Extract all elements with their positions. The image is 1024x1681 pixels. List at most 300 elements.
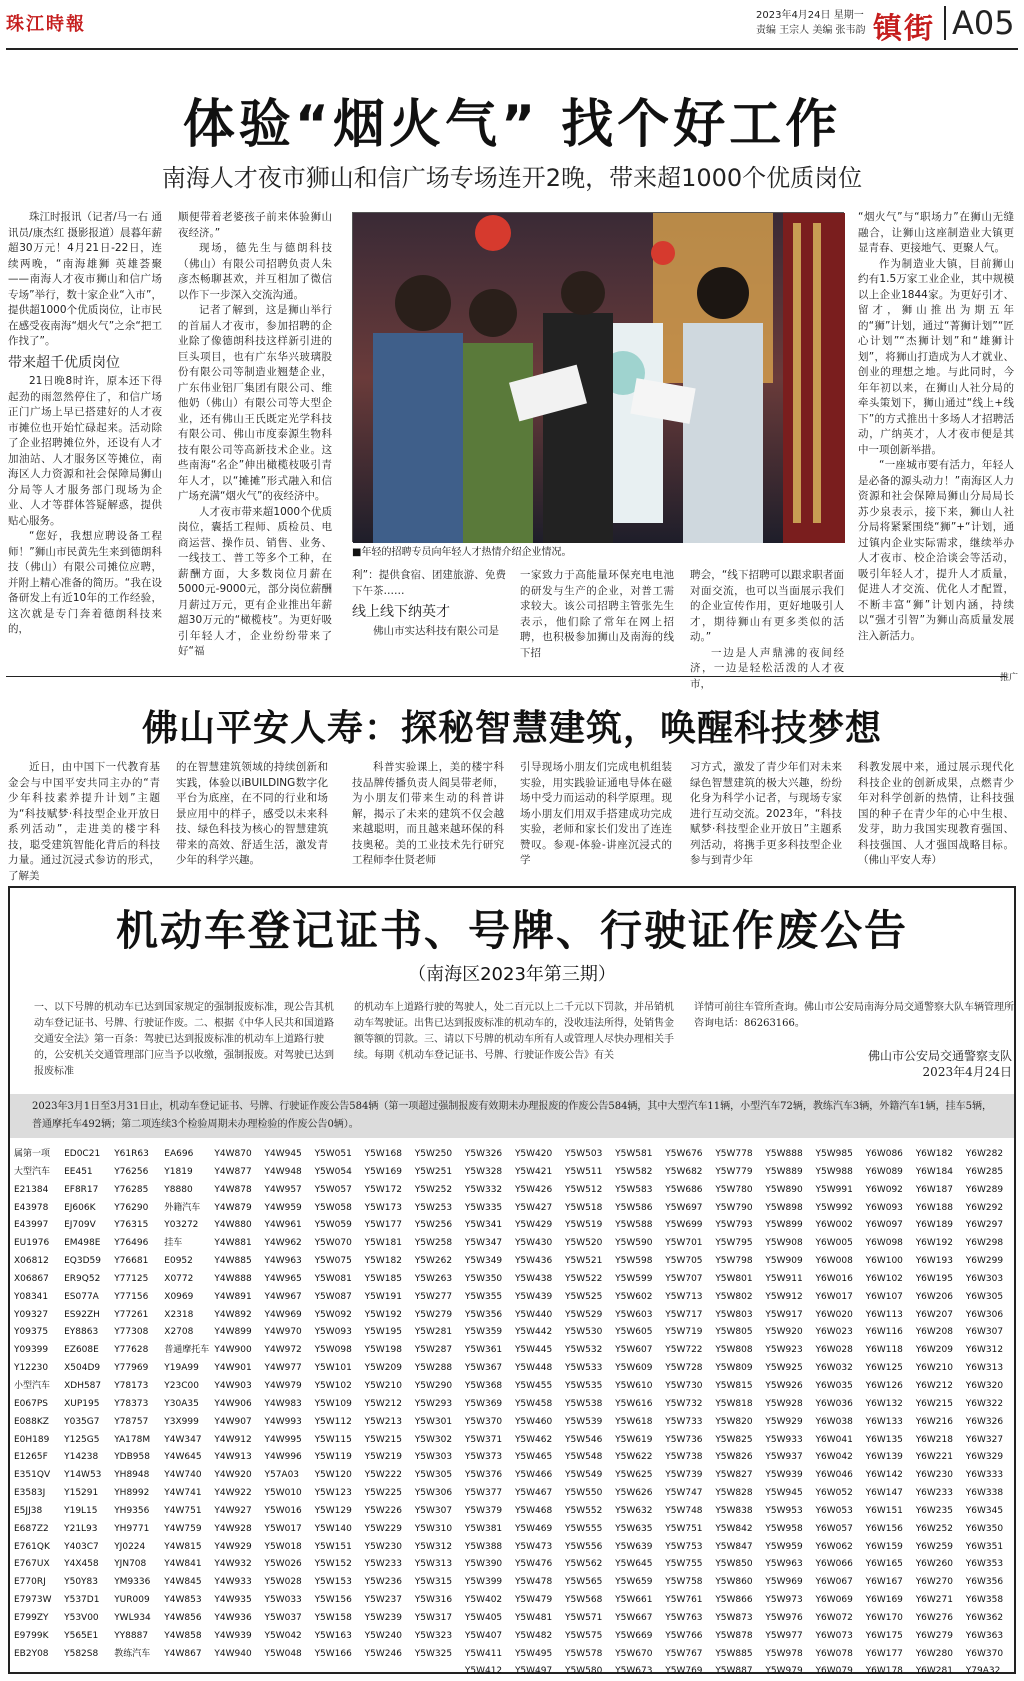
plate-number: Y5W377 bbox=[464, 1488, 503, 1499]
plate-number: Y19L15 bbox=[64, 1505, 98, 1516]
paragraph: 引导现场小朋友们完成电机组装实验，用实践验证通电导体在磁场中受力而运动的科学原理。现场小朋友们用双手搭建成功完成实验，老师和家长们发出了连连赞叹。参观-体验-讲座沉浸式的学 bbox=[520, 761, 672, 866]
plate-number: Y5W909 bbox=[765, 1256, 803, 1267]
plate-number: Y5W605 bbox=[615, 1327, 653, 1338]
plate-number: Y5W618 bbox=[615, 1416, 653, 1427]
plate-number: Y5W191 bbox=[364, 1291, 402, 1302]
plate-number: Y5W793 bbox=[715, 1220, 753, 1231]
plate-number: Y5W305 bbox=[414, 1470, 453, 1481]
plate-number: Y5W440 bbox=[514, 1309, 553, 1320]
plate-number: Y6W305 bbox=[965, 1291, 1004, 1302]
plate-number: Y5W512 bbox=[565, 1184, 603, 1195]
plate-number: X2708 bbox=[164, 1327, 194, 1338]
plate-number: Y6W066 bbox=[815, 1559, 853, 1570]
notice-col2: 的机动车上道路行驶的驾驶人，处二百元以上二千元以下罚款，并吊销机动车驾驶证。出售已达到报废标准的机动车的，没收违法所得，处销售金额等额的罚款。三、请以下号牌的机动车所有人或管理人尽快办理相关手续。每期《机动车登记证书、号牌、行驶证作废公告》有关 bbox=[354, 1002, 674, 1061]
plate-number: Y6W072 bbox=[815, 1612, 853, 1623]
plate-number: Y4W969 bbox=[264, 1309, 302, 1320]
plate-number: Y5W815 bbox=[715, 1380, 753, 1391]
plate-number: Y5W442 bbox=[514, 1327, 553, 1338]
plate-number: Y5W562 bbox=[565, 1559, 603, 1570]
plate-number: Y5W307 bbox=[414, 1505, 453, 1516]
plate-number: Y5W381 bbox=[464, 1523, 503, 1534]
article1-col2 bbox=[178, 210, 332, 657]
plate-number: X0969 bbox=[164, 1291, 194, 1302]
plate-number: Y5W755 bbox=[665, 1559, 703, 1570]
plate-number: Y6W333 bbox=[965, 1470, 1004, 1481]
plate-number: Y6W046 bbox=[815, 1470, 853, 1481]
plate-number: Y5W518 bbox=[565, 1202, 603, 1213]
plate-number: Y5W028 bbox=[264, 1577, 302, 1588]
plate-number: Y6W187 bbox=[915, 1184, 953, 1195]
plate-number: Y6W113 bbox=[865, 1309, 903, 1320]
plate-number: Y5W565 bbox=[565, 1577, 603, 1588]
plate-number: Y5W525 bbox=[565, 1291, 603, 1302]
plate-number: Y6W271 bbox=[915, 1595, 953, 1606]
plate-number: 小型汽车 bbox=[14, 1380, 51, 1391]
plate-number: Y6W329 bbox=[965, 1452, 1004, 1463]
plate-number: Y4W877 bbox=[214, 1166, 252, 1177]
plate-number: Y5W166 bbox=[314, 1648, 352, 1659]
article2-col5 bbox=[690, 760, 842, 878]
plate-number: Y5W732 bbox=[665, 1398, 703, 1409]
paragraph: 习方式，激发了青少年们对未来绿色智慧建筑的极大兴趣，纷纷化身为科学小记者，与现场专家进行互动交流。2023年，“科技赋梦·科技型企业开放日”主题系列活动，将携手更多科技型企业参与到青少年 bbox=[690, 761, 842, 866]
plate-number: Y5W626 bbox=[615, 1488, 653, 1499]
plate-number: Y5W758 bbox=[665, 1577, 703, 1588]
plate-number: Y77261 bbox=[114, 1309, 149, 1320]
plate-number: Y5W795 bbox=[715, 1238, 753, 1249]
plate-number: Y5W277 bbox=[414, 1291, 453, 1302]
plate-number: Y03272 bbox=[164, 1220, 199, 1231]
plate-number: Y5W181 bbox=[364, 1238, 402, 1249]
plate-number: Y5W979 bbox=[765, 1666, 803, 1677]
plate-number: Y77628 bbox=[114, 1345, 149, 1356]
plate-number: Y5W555 bbox=[565, 1523, 603, 1534]
plate-number: E1265F bbox=[14, 1452, 48, 1463]
plate-number: Y5W361 bbox=[464, 1345, 503, 1356]
plate-number: Y5W937 bbox=[765, 1452, 803, 1463]
plate-number: Y4W879 bbox=[214, 1202, 252, 1213]
plate-number: X504D9 bbox=[64, 1363, 101, 1374]
plate-number: Y5W945 bbox=[765, 1488, 803, 1499]
plate-number: Y6W057 bbox=[815, 1523, 853, 1534]
plate-number: Y5W820 bbox=[715, 1416, 753, 1427]
plate-number: X2318 bbox=[164, 1309, 194, 1320]
plate-number: Y5W026 bbox=[264, 1559, 302, 1570]
subheading: 带来超千优质岗位 bbox=[8, 354, 120, 371]
plate-column bbox=[865, 1146, 914, 1677]
masthead bbox=[0, 0, 1024, 50]
notice-title: 机动车登记证书、号牌、行驶证作废公告 bbox=[115, 906, 908, 955]
plate-number: Y6W023 bbox=[815, 1327, 853, 1338]
plate-number: Y5W730 bbox=[665, 1380, 703, 1391]
plate-column bbox=[464, 1146, 513, 1677]
plate-number: Y5W958 bbox=[765, 1523, 803, 1534]
plate-number: Y4W891 bbox=[214, 1291, 252, 1302]
plate-number: Y5W548 bbox=[565, 1452, 603, 1463]
plate-number: Y6W338 bbox=[965, 1488, 1004, 1499]
plate-number: Y6W156 bbox=[865, 1523, 903, 1534]
plate-number: Y5W522 bbox=[565, 1273, 603, 1284]
plate-number: Y5W888 bbox=[765, 1149, 803, 1159]
plate-number: Y6W078 bbox=[815, 1648, 853, 1659]
plate-number: Y5W581 bbox=[615, 1149, 653, 1159]
plate-number: E5JJ38 bbox=[14, 1505, 43, 1516]
plate-number: Y5W973 bbox=[765, 1595, 803, 1606]
plate-number: EZ608E bbox=[64, 1345, 99, 1356]
plate-number: XUP195 bbox=[64, 1398, 100, 1409]
plate-number: Y5W603 bbox=[615, 1309, 653, 1320]
plate-number: Y57A03 bbox=[264, 1470, 300, 1481]
plate-number: Y1819 bbox=[164, 1166, 193, 1177]
plate-number: Y6W307 bbox=[965, 1327, 1004, 1338]
plate-number: Y5W421 bbox=[514, 1166, 553, 1177]
plate-number: Y6W017 bbox=[815, 1291, 853, 1302]
plate-number: Y5W258 bbox=[414, 1238, 453, 1249]
plate-number: Y6W175 bbox=[865, 1630, 903, 1641]
plate-number: Y6W079 bbox=[815, 1666, 853, 1677]
plate-number: Y5W667 bbox=[615, 1612, 653, 1623]
plate-number: Y5W402 bbox=[464, 1595, 503, 1606]
plate-number: Y4W841 bbox=[164, 1559, 202, 1570]
plate-number: Y53V00 bbox=[64, 1612, 99, 1623]
plate-number: Y6W322 bbox=[965, 1398, 1004, 1409]
plate-number: Y6W370 bbox=[965, 1648, 1004, 1659]
plate-number: Y5W359 bbox=[464, 1327, 503, 1338]
plate-number: Y6W126 bbox=[865, 1380, 903, 1391]
plate-number: Y5W682 bbox=[665, 1166, 703, 1177]
plate-number: ER9Q52 bbox=[64, 1273, 101, 1284]
plate-number: Y035G7 bbox=[64, 1416, 100, 1427]
plate-number: Y6W351 bbox=[965, 1541, 1004, 1552]
plate-number: Y6W116 bbox=[865, 1327, 903, 1338]
plate-number: Y5W048 bbox=[264, 1648, 302, 1659]
plate-number: Y09399 bbox=[14, 1345, 49, 1356]
plate-number: Y5W920 bbox=[765, 1327, 803, 1338]
plate-number: Y5W212 bbox=[364, 1398, 402, 1409]
plate-number: 大型汽车 bbox=[14, 1166, 51, 1177]
plate-number: Y4W920 bbox=[214, 1470, 252, 1481]
plate-number: Y5W533 bbox=[565, 1363, 603, 1374]
plate-number: Y6W100 bbox=[865, 1256, 903, 1267]
plate-number: Y5W263 bbox=[414, 1273, 453, 1284]
plate-number: Y5W497 bbox=[514, 1666, 553, 1677]
notice-subtitle: （南海区2023年第三期） bbox=[408, 964, 616, 985]
plate-number: Y5W112 bbox=[314, 1416, 352, 1427]
plate-number: Y5W538 bbox=[565, 1398, 603, 1409]
plate-number: Y09327 bbox=[14, 1309, 49, 1320]
plate-number: Y5W369 bbox=[464, 1398, 503, 1409]
plate-number: YJ0224 bbox=[114, 1541, 146, 1552]
plate-number: EJ606K bbox=[64, 1202, 96, 1213]
paragraph: 近日，由中国下一代教育基金会与中国平安共同主办的“青少年科技素养提升计划”主题为“科技赋梦·科技型企业开放日系列活动”，走进美的楼宇科技，聪受建筑智能化背后的科技力量。通过沉浸式参访的形式，了解美 bbox=[8, 761, 160, 882]
plate-number: Y5W476 bbox=[514, 1559, 553, 1570]
plate-number: Y6W073 bbox=[815, 1630, 853, 1641]
plate-column bbox=[815, 1146, 864, 1677]
plate-number: Y4W979 bbox=[264, 1380, 302, 1391]
plate-number: ES077A bbox=[64, 1291, 99, 1302]
plate-number: Y5W780 bbox=[715, 1184, 753, 1195]
plate-number: E767UX bbox=[14, 1559, 50, 1570]
plate-number: Y5W912 bbox=[765, 1291, 803, 1302]
paragraph: 人才夜市带来超1000个优质岗位，囊括工程师、质检员、电商运营、操作员、销售、业务、一线技工、普工等多个工种，在薪酬方面，大多数岗位月薪在5000元-9000元，部分岗位薪酬月薪过万元，更有企业推出年薪超30万元的“橄榄枝”。为更好吸引年轻人才，企业纷纷带来了好“福 bbox=[178, 505, 332, 657]
plate-number: Y4W927 bbox=[214, 1505, 252, 1516]
plate-number: Y4W983 bbox=[264, 1398, 302, 1409]
plate-number: Y5W511 bbox=[565, 1166, 603, 1177]
plate-number: Y6W260 bbox=[915, 1559, 953, 1570]
plate-number: Y5W728 bbox=[665, 1363, 703, 1374]
plate-number: Y5W713 bbox=[665, 1291, 703, 1302]
plate-number: Y6W207 bbox=[915, 1309, 953, 1320]
plate-number: Y6W356 bbox=[965, 1577, 1004, 1588]
plate-number: Y50Y83 bbox=[64, 1577, 98, 1588]
paragraph: “烟火气”与“职场力”在狮山无缝融合，让狮山这座制造业大镇更显青春、更接地气、更聚人气。 bbox=[858, 211, 1014, 254]
plate-number: Y5W230 bbox=[364, 1541, 402, 1552]
plate-number: Y4W645 bbox=[164, 1452, 202, 1463]
plate-number: Y4W913 bbox=[214, 1452, 252, 1463]
plate-number: Y15291 bbox=[64, 1488, 99, 1499]
plate-number: Y5W590 bbox=[615, 1238, 653, 1249]
plate-number: Y5W763 bbox=[665, 1612, 703, 1623]
plate-number: Y5W686 bbox=[665, 1184, 703, 1195]
paragraph: 顺便带着老婆孩子前来体验狮山夜经济。” bbox=[178, 211, 332, 239]
plate-number: Y5W747 bbox=[665, 1488, 703, 1499]
plate-number: Y6W345 bbox=[965, 1505, 1004, 1516]
plate-number: Y5W326 bbox=[464, 1149, 503, 1159]
plate-number: Y6W020 bbox=[815, 1309, 853, 1320]
plate-column bbox=[214, 1146, 262, 1670]
plate-number: Y6W159 bbox=[865, 1541, 903, 1552]
plate-table bbox=[14, 1146, 1014, 1677]
plate-number: Y6W178 bbox=[865, 1666, 903, 1677]
paragraph: 一家致力于高能量环保充电电池的研发与生产的企业，对普工需求较大。该公司招聘主管张先生表示，他们除了常年在网上招聘，也积极参加狮山及南海的线下招 bbox=[520, 569, 674, 659]
plate-number: Y5W313 bbox=[414, 1559, 453, 1570]
plate-number: Y4W959 bbox=[264, 1202, 302, 1213]
plate-number: E43978 bbox=[14, 1202, 49, 1213]
plate-number: Y6W276 bbox=[915, 1612, 953, 1623]
plate-number: EU1976 bbox=[14, 1238, 50, 1249]
plate-number: Y5W169 bbox=[364, 1166, 402, 1177]
plate-number: Y4W870 bbox=[214, 1149, 252, 1159]
plate-number: Y6W350 bbox=[965, 1523, 1004, 1534]
plate-number: Y5W240 bbox=[364, 1630, 402, 1641]
plate-number: 属第一项 bbox=[14, 1149, 51, 1159]
plate-number: Y5W798 bbox=[715, 1256, 753, 1267]
plate-number: Y6W297 bbox=[965, 1220, 1004, 1231]
plate-number: Y5W873 bbox=[715, 1612, 753, 1623]
plate-number: Y5W959 bbox=[765, 1541, 803, 1552]
paragraph: 作为制造业大镇，目前狮山约有1.5万家工业企业，其中规模以上企业1844家。为更好引才、留才，狮山推出为期五年的“狮”计划，通过“菁狮计划”“匠心计划”“杰狮计划”和“雄狮计划”，将狮山打造成为人才就业、创业的理想之地。与此同时，今年年初以来，在狮山人社分局的牵头策划下，狮山通过“线上+线下”的方式推出十多场人才招聘活动，广纳英才，人才夜市便是其中一项创新举措。 bbox=[858, 257, 1014, 456]
plate-number: Y5W766 bbox=[665, 1630, 703, 1641]
plate-number: Y5W889 bbox=[765, 1166, 803, 1177]
plate-number: Y5W748 bbox=[665, 1505, 703, 1516]
plate-number: Y76496 bbox=[114, 1238, 149, 1249]
plate-number: Y6W147 bbox=[865, 1488, 903, 1499]
plate-number: Y5W426 bbox=[514, 1184, 553, 1195]
plate-number: Y5W503 bbox=[565, 1149, 603, 1159]
plate-number: Y5W586 bbox=[615, 1202, 653, 1213]
plate-number: Y6W221 bbox=[915, 1452, 953, 1463]
plate-number: Y77308 bbox=[114, 1327, 149, 1338]
plate-number: Y23C00 bbox=[164, 1380, 199, 1391]
plate-number: EQ3D59 bbox=[64, 1256, 101, 1267]
plate-number: Y5W350 bbox=[464, 1273, 503, 1284]
plate-number: Y6W193 bbox=[915, 1256, 953, 1267]
plate-number: Y5W926 bbox=[765, 1380, 803, 1391]
plate-number: Y5W379 bbox=[464, 1505, 503, 1516]
plate-number: EA696 bbox=[164, 1149, 194, 1159]
plate-number: Y19A99 bbox=[164, 1363, 199, 1374]
plate-number: Y5W520 bbox=[565, 1238, 603, 1249]
plate-number: Y6W188 bbox=[915, 1202, 953, 1213]
plate-number: Y5W448 bbox=[514, 1363, 553, 1374]
plate-number: Y14W53 bbox=[64, 1470, 102, 1481]
plate-number: Y5W991 bbox=[815, 1184, 853, 1195]
article1-col3a bbox=[352, 568, 506, 648]
plate-number: Y5W778 bbox=[715, 1149, 753, 1159]
plate-number: Y5W016 bbox=[264, 1505, 302, 1516]
plate-number: Y5W306 bbox=[414, 1488, 453, 1499]
plate-number: Y4W928 bbox=[214, 1523, 252, 1534]
plate-number: Y125G5 bbox=[64, 1434, 100, 1445]
plate-number: Y5W736 bbox=[665, 1434, 703, 1445]
plate-number: Y4W939 bbox=[214, 1630, 252, 1641]
plate-number: 挂车 bbox=[164, 1238, 183, 1249]
plate-column bbox=[765, 1146, 813, 1677]
plate-number: Y6W165 bbox=[865, 1559, 903, 1570]
plate-number: Y4W856 bbox=[164, 1612, 202, 1623]
plate-number: Y5W017 bbox=[264, 1523, 302, 1534]
plate-number: Y4W751 bbox=[164, 1505, 202, 1516]
plate-number: Y5W281 bbox=[414, 1327, 453, 1338]
plate-number: Y76315 bbox=[114, 1220, 149, 1231]
plate-number: Y5W315 bbox=[414, 1577, 453, 1588]
plate-number: Y6W062 bbox=[815, 1541, 853, 1552]
plate-number: Y6W151 bbox=[865, 1505, 903, 1516]
plate-number: Y6W362 bbox=[965, 1612, 1004, 1623]
paragraph: 21日晚8时许，原本还下得起劲的雨忽然停住了，和信广场正门广场上早已搭建好的人才夜市摊位也开始忙碌起来。活动除了企业招聘摊位外，还设有人才加油站、人才服务区等摊位，南海区人力资源和社会保障局狮山分局等人才服务部门现场为企业、人才等群体答疑解惑，提供贴心服务。 bbox=[8, 375, 162, 527]
plate-number: Y6W008 bbox=[815, 1256, 853, 1267]
plate-number: Y6W303 bbox=[965, 1273, 1004, 1284]
plate-number: Y5W805 bbox=[715, 1327, 753, 1338]
plate-column bbox=[64, 1146, 112, 1670]
plate-number: Y6W289 bbox=[965, 1184, 1004, 1195]
plate-number: Y6W215 bbox=[915, 1398, 953, 1409]
plate-number: Y5W210 bbox=[364, 1380, 402, 1391]
plate-number: Y6W292 bbox=[965, 1202, 1004, 1213]
plate-number: Y6W299 bbox=[965, 1256, 1004, 1267]
plate-number: Y5W549 bbox=[565, 1470, 603, 1481]
article1-col3b bbox=[520, 568, 674, 659]
plate-number: Y5W293 bbox=[414, 1398, 453, 1409]
plate-number: Y6W233 bbox=[915, 1488, 953, 1499]
plate-number: Y5W102 bbox=[314, 1380, 352, 1391]
plate-number: Y5W908 bbox=[765, 1238, 803, 1249]
plate-number: E43997 bbox=[14, 1220, 49, 1231]
plate-number: Y5W092 bbox=[314, 1309, 352, 1320]
plate-number: Y5W887 bbox=[715, 1666, 753, 1677]
plate-number: Y5W390 bbox=[464, 1559, 503, 1570]
plate-number: Y5W057 bbox=[314, 1184, 352, 1195]
plate-number: Y5W129 bbox=[314, 1505, 352, 1516]
plate-number: Y5W158 bbox=[314, 1612, 352, 1623]
plate-number: Y4W970 bbox=[264, 1327, 302, 1338]
article2-title: 佛山平安人寿：探秘智慧建筑，唤醒科技梦想 bbox=[141, 708, 882, 749]
plate-number: Y5W609 bbox=[615, 1363, 653, 1374]
plate-number: Y5W977 bbox=[765, 1630, 803, 1641]
plate-number: Y6W298 bbox=[965, 1238, 1004, 1249]
plate-number: Y5W467 bbox=[514, 1488, 553, 1499]
plate-number: Y5W992 bbox=[815, 1202, 853, 1213]
paragraph: “您好，我想应聘设备工程师！”狮山市民黄先生来到德朗科技（佛山）有限公司摊位应聘，并附上精心准备的简历。“我在设备研发上有近10年的工作经验，这次就是专门奔着德朗科技来的， bbox=[8, 530, 162, 635]
plate-number: Y4W961 bbox=[264, 1220, 302, 1231]
plate-number: YH8948 bbox=[114, 1470, 150, 1481]
plate-number: Y5W081 bbox=[314, 1273, 352, 1284]
plate-number: E0H189 bbox=[14, 1434, 50, 1445]
plate-number: Y5W619 bbox=[615, 1434, 653, 1445]
plate-number: Y08341 bbox=[14, 1291, 49, 1302]
plate-number: Y5W256 bbox=[414, 1220, 453, 1231]
plate-number: Y4W901 bbox=[214, 1363, 252, 1374]
plate-number: Y5W219 bbox=[364, 1452, 402, 1463]
plate-number: Y78173 bbox=[114, 1380, 149, 1391]
plate-number: Y582S8 bbox=[64, 1648, 99, 1659]
plate-number: Y4W996 bbox=[264, 1452, 302, 1463]
plate-number: Y5W109 bbox=[314, 1398, 352, 1409]
plate-number: Y8880 bbox=[164, 1184, 193, 1195]
plate-number: Y5W809 bbox=[715, 1363, 753, 1374]
plate-column bbox=[14, 1146, 62, 1670]
plate-number: Y6W053 bbox=[815, 1505, 853, 1516]
plate-number: YJN708 bbox=[114, 1559, 147, 1570]
plate-number: Y5W405 bbox=[464, 1612, 503, 1623]
plate-number: Y4W957 bbox=[264, 1184, 302, 1195]
plate-number: Y5W481 bbox=[514, 1612, 553, 1623]
photo-caption: ■年轻的招聘专员向年轻人才热情介绍企业情况。 bbox=[352, 547, 572, 558]
plate-column bbox=[114, 1146, 162, 1670]
plate-number: Y5W058 bbox=[314, 1202, 352, 1213]
plate-number: Y76256 bbox=[114, 1166, 149, 1177]
plate-number: Y5W827 bbox=[715, 1470, 753, 1481]
plate-number: Y4W880 bbox=[214, 1220, 252, 1231]
job-fair-photo bbox=[353, 213, 845, 543]
plate-number: Y5W963 bbox=[765, 1559, 803, 1570]
plate-number: Y6W209 bbox=[915, 1345, 953, 1356]
plate-number: Y5W838 bbox=[715, 1505, 753, 1516]
plate-number: Y4W759 bbox=[164, 1523, 202, 1534]
plate-number: Y6W280 bbox=[915, 1648, 953, 1659]
plate-number: Y4W885 bbox=[214, 1256, 252, 1267]
plate-column bbox=[315, 1146, 363, 1670]
plate-number: Y4X458 bbox=[64, 1559, 99, 1570]
plate-number: Y565E1 bbox=[64, 1630, 99, 1641]
plate-number: Y6W097 bbox=[865, 1220, 903, 1231]
plate-number: Y4W933 bbox=[214, 1577, 252, 1588]
plate-number: Y5W808 bbox=[715, 1345, 753, 1356]
section-name: 镇街 bbox=[873, 11, 936, 45]
plate-number: Y4W815 bbox=[164, 1541, 202, 1552]
plate-number: XDH587 bbox=[64, 1380, 102, 1391]
plate-number: Y5W602 bbox=[615, 1291, 653, 1302]
section-divider bbox=[6, 676, 1006, 677]
plate-number: Y5W826 bbox=[715, 1452, 753, 1463]
plate-number: Y79A32 bbox=[965, 1666, 1001, 1677]
plate-number: Y5W462 bbox=[514, 1434, 553, 1445]
plate-number: Y5W209 bbox=[364, 1363, 402, 1374]
plate-number: Y5W670 bbox=[615, 1648, 653, 1659]
plate-number: Y5W119 bbox=[314, 1452, 352, 1463]
plate-number: Y5W828 bbox=[715, 1488, 753, 1499]
plate-number: Y12230 bbox=[14, 1363, 49, 1374]
plate-number: Y5W917 bbox=[765, 1309, 803, 1320]
